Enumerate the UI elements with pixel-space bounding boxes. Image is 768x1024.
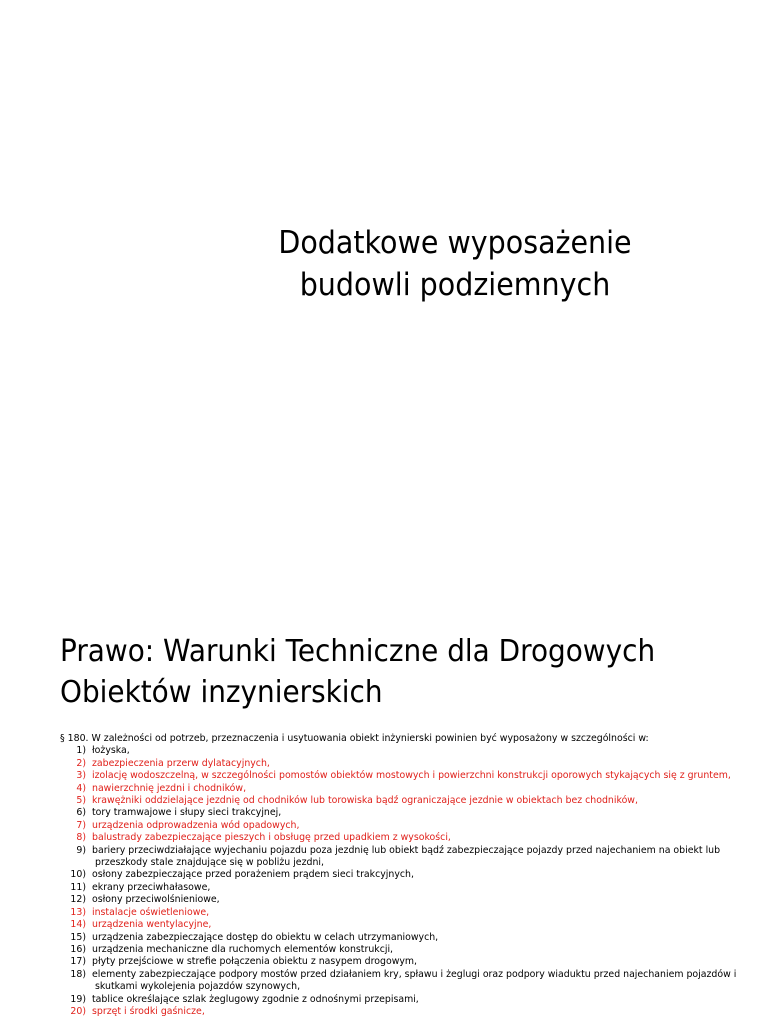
- regulation-list-item: [60, 845, 760, 870]
- list-item-text: sprzęt i środki gaśnicze,: [92, 1005, 205, 1017]
- regulation-list-item: [60, 1006, 760, 1018]
- list-item-number: 1): [76, 745, 86, 757]
- regulation-list-item: [60, 994, 760, 1006]
- list-item-number: 5): [76, 795, 86, 807]
- slide-2-title: [60, 631, 711, 713]
- list-item-text: urządzenia odprowadzenia wód opadowych,: [92, 819, 300, 831]
- slide-2-title-line-1: Prawo: Warunki Techniczne dla Drogowych: [60, 634, 656, 669]
- list-item-number: 15): [70, 931, 86, 943]
- list-item-number: 16): [70, 943, 86, 955]
- list-item-text: krawężniki oddzielające jezdnię od chodników lub torowiska bądź ograniczające jezdnie w obiektach bez chodników,: [92, 795, 638, 807]
- regulation-list-item: [60, 783, 760, 795]
- slide-1-title-line-2: budowli podziemnych: [299, 267, 611, 303]
- list-item-text: osłony zabezpieczające przed porażeniem prądem sieci trakcyjnych,: [92, 869, 414, 881]
- list-item-number: 18): [70, 968, 86, 980]
- regulation-list-item: [60, 907, 760, 919]
- regulation-text: [60, 733, 760, 1018]
- list-item-text: urządzenia mechaniczne dla ruchomych elementów konstrukcji,: [92, 943, 394, 955]
- list-item-text: elementy zabezpieczające podpory mostów przed działaniem kry, spławu i żeglugi oraz podpory wiaduktu przed najechaniem pojazdów i: [92, 968, 737, 980]
- list-item-text: instalacje oświetleniowe,: [92, 906, 210, 918]
- regulation-list: [60, 745, 760, 1018]
- regulation-list-item: [60, 795, 760, 807]
- regulation-list-item: [60, 969, 760, 994]
- list-item-number: 20): [70, 1005, 86, 1017]
- list-item-text: nawierzchnię jezdni i chodników,: [92, 782, 247, 794]
- list-item-number: 14): [70, 919, 86, 931]
- slide-2-title-line-2: Obiektów inzynierskich: [60, 675, 383, 710]
- list-item-number: 7): [76, 819, 86, 831]
- list-item-number: 3): [76, 770, 86, 782]
- regulation-list-item: [60, 758, 760, 770]
- list-item-text: balustrady zabezpieczające pieszych i obsługę przed upadkiem z wysokości,: [92, 832, 451, 844]
- regulation-list-item: [60, 832, 760, 844]
- list-item-number: 17): [70, 956, 86, 968]
- list-item-text: zabezpieczenia przerw dylatacyjnych,: [92, 757, 270, 769]
- list-item-text: łożyska,: [92, 745, 130, 757]
- list-item-number: 8): [76, 832, 86, 844]
- list-item-number: 9): [76, 844, 86, 856]
- list-item-text: bariery przeciwdziałające wyjechaniu pojazdu poza jezdnię lub obiekt bądź zabezpieczające pojazdy przed najechaniem na obiekt lub: [92, 844, 721, 856]
- regulation-list-item: [60, 807, 760, 819]
- regulation-list-item: [60, 745, 760, 757]
- regulation-list-item: [60, 882, 760, 894]
- list-item-text: tory tramwajowe i słupy sieci trakcyjnej,: [92, 807, 282, 819]
- list-item-text: płyty przejściowe w strefie połączenia obiektu z nasypem drogowym,: [92, 956, 418, 968]
- regulation-list-item: [60, 869, 760, 881]
- list-item-text: tablice określające szlak żeglugowy zgodnie z odnośnymi przepisami,: [92, 993, 419, 1005]
- list-item-text: urządzenia wentylacyjne,: [92, 919, 212, 931]
- list-item-number: 12): [70, 894, 86, 906]
- list-item-number: 13): [70, 906, 86, 918]
- slide-1-title-line-1: Dodatkowe wyposażenie: [278, 225, 632, 261]
- list-item-text: ekrany przeciwhałasowe,: [92, 881, 211, 893]
- list-item-number: 19): [70, 993, 86, 1005]
- regulation-list-item: [60, 770, 760, 782]
- list-item-number: 2): [76, 757, 86, 769]
- regulation-list-item: [60, 944, 760, 956]
- list-item-number: 6): [76, 807, 86, 819]
- regulation-list-item: [60, 919, 760, 931]
- regulation-list-item: [60, 894, 760, 906]
- regulation-list-item: [60, 820, 760, 832]
- list-item-text: urządzenia zabezpieczające dostęp do obiektu w celach utrzymaniowych,: [92, 931, 439, 943]
- list-item-text: osłony przeciwolśnieniowe,: [92, 894, 220, 906]
- slide-regulations: [0, 600, 768, 1024]
- list-item-continuation: skutkami wykolejenia pojazdów szynowych,: [95, 981, 301, 993]
- list-item-number: 10): [70, 869, 86, 881]
- regulation-list-item: [60, 932, 760, 944]
- slide-1-title: [156, 222, 754, 306]
- list-item-continuation: przeszkody stale znajdujące się w pobliżu jezdni,: [95, 857, 324, 869]
- list-item-number: 4): [76, 782, 86, 794]
- regulation-intro: § 180. W zależności od potrzeb, przeznaczenia i usytuowania obiekt inżynierski powinien być wyposażony w szczególności w:: [60, 733, 649, 744]
- regulation-list-item: [60, 956, 760, 968]
- list-item-text: izolację wodoszczelną, w szczególności pomostów obiektów mostowych i powierzchni konstrukcji oporowych stykających się z gruntem,: [92, 770, 731, 782]
- list-item-number: 11): [70, 881, 86, 893]
